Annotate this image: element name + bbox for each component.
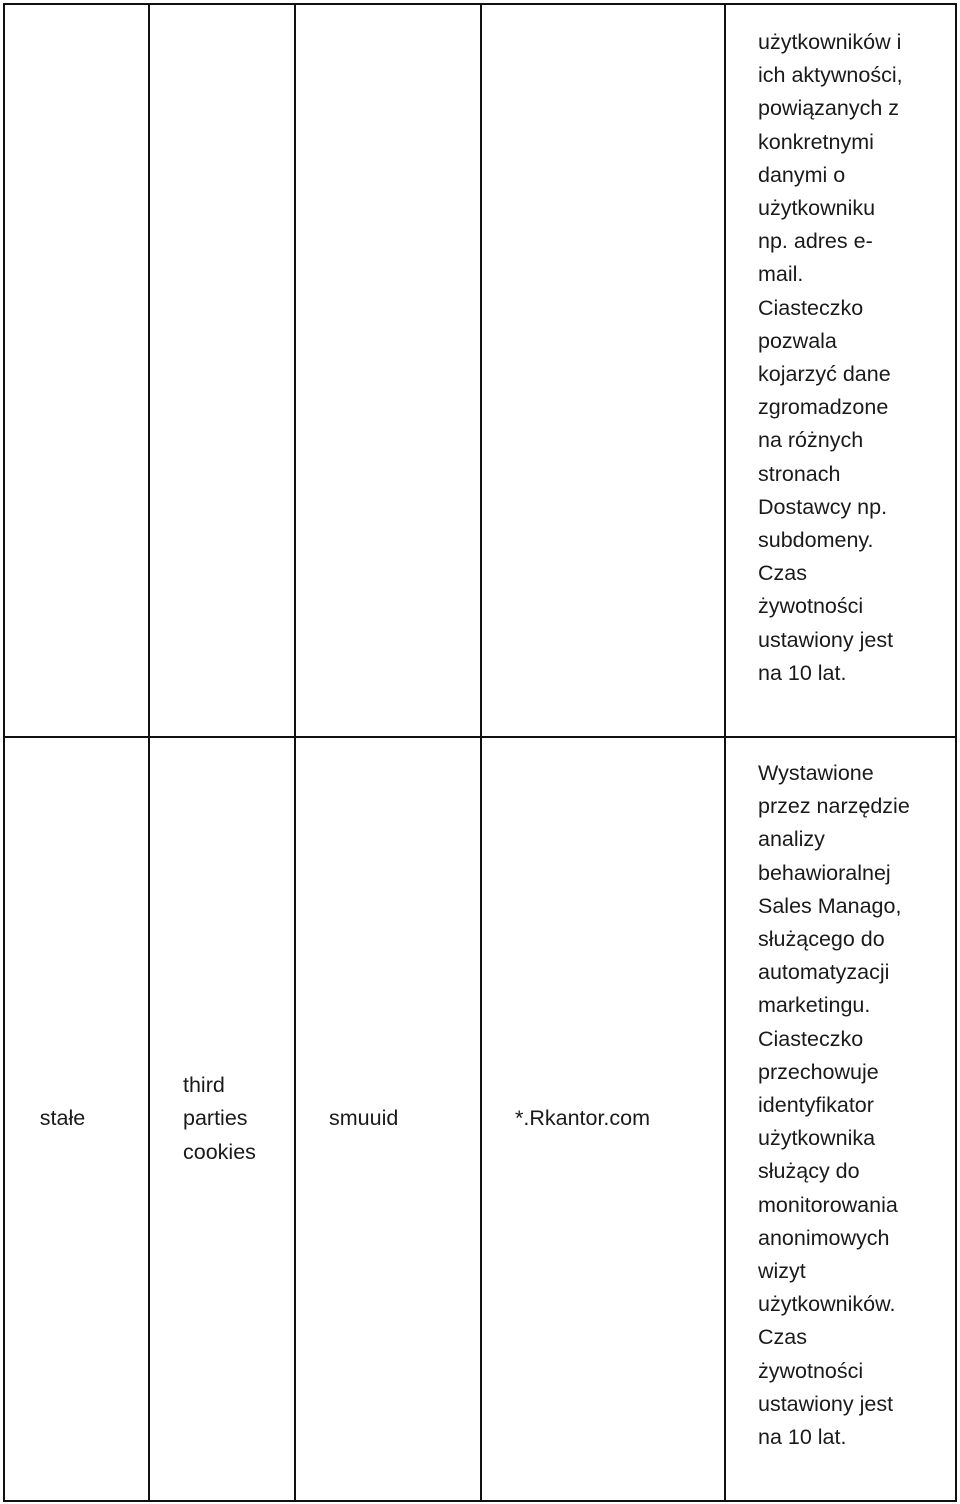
column-divider [724,3,726,1502]
row-divider [3,736,957,738]
table-cell-description: użytkowników i ich aktywności, powiązanych z konkretnymi danymi o użytkowniku np. adres e- mail. Ciasteczko pozwala kojarzyć dane zgromadzone na różnych stronach Dostawcy np. subdomeny. Czas żywotności ustawiony jest na 10 lat. [758,30,903,685]
column-divider [148,3,150,1502]
table-cell-type [5,738,120,1500]
cookie-type-label: stałe [39,1106,86,1131]
table-border-right [955,3,957,1502]
column-divider [294,3,296,1502]
table-cell-category [183,738,294,1500]
table-cell-domain [515,738,724,1500]
table-cell-name [329,738,480,1500]
cookie-domain-label: *.Rkantor.com [515,1106,651,1131]
cookie-category-label: third parties cookies [183,1073,256,1164]
cookie-name-label: smuuid [329,1106,399,1131]
column-divider [480,3,482,1502]
table-cell-description: Wystawione przez narzędzie analizy behawioralnej Sales Manago, służącego do automatyzacji marketingu. Ciasteczko przechowuje identyfikator użytkownika służący do monitorowania anonimowych wizyt użytkowników. Czas żywotności ustawiony jest na 10 lat. [758,761,910,1450]
